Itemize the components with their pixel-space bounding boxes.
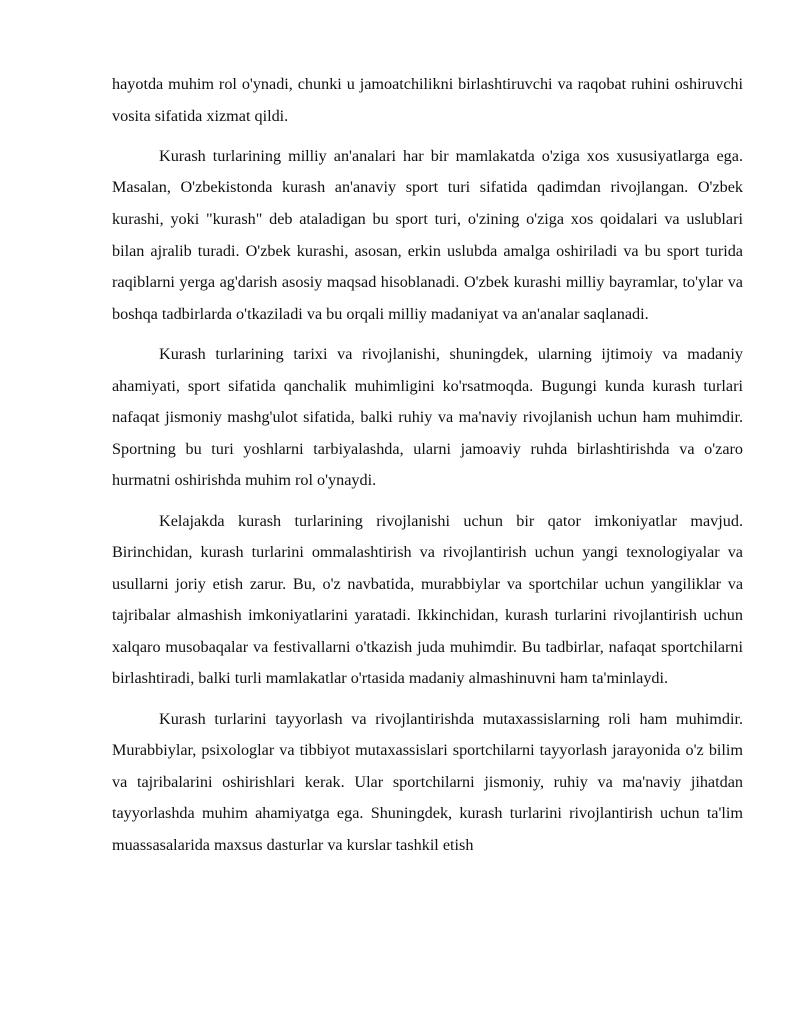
paragraph-future-development: Kelajakda kurash turlarining rivojlanishi uchun bir qator imkoniyatlar mavjud. Birinchidan, kurash turlarini ommalashtirish va rivojlantirish uchun yangi texnologiyalar va usullarni joriy etish zarur. Bu, o'z navbatida, murabbiylar va sportchilar uchun yangiliklar va tajribalar almashish imkoniyatlarini yaratadi. Ikkinchidan, kurash turlarini rivojlantirish uchun xalqaro musobaqalar va festivallarni o'tkazish juda muhimdir. Bu tadbirlar, nafaqat sportchilarni birlashtiradi, balki turli mamlakatlar o'rtasida madaniy almashinuvni ham ta'minlaydi. [112, 511, 743, 688]
paragraph-specialists-role: Kurash turlarini tayyorlash va rivojlantirishda mutaxassislarning roli ham muhimdir. Murabbiylar, psixologlar va tibbiyot mutaxassislari sportchilarni tayyorlash jarayonida o'z bilim va tajribalarini oshirishlari kerak. Ular sportchilarni jismoniy, ruhiy va ma'naviy jihatdan tayyorlashda muhim ahamiyatga ega. Shuningdek, kurash turlarini rivojlantirish uchun ta'lim muassasalarida maxsus dasturlar va kurslar tashkil etish [112, 709, 743, 855]
paragraph-national-traditions: Kurash turlarining milliy an'analari har bir mamlakatda o'ziga xos xususiyatlarga ega. Masalan, O'zbekistonda kurash an'anaviy sport turi sifatida qadimdan rivojlangan. O'zbek kurashi, yoki "kurash" deb ataladigan bu sport turi, o'zining o'ziga xos qoidalari va uslublari bilan ajralib turadi. O'zbek kurashi, asosan, erkin uslubda amalga oshiriladi va bu sport turida raqiblarni yerga ag'darish asosiy maqsad hisoblanadi. O'zbek kurashi milliy bayramlar, to'ylar va boshqa tadbirlarda o'tkaziladi va bu orqali milliy madaniyat va an'analar saqlanadi. [112, 146, 743, 323]
paragraph-continuation: hayotda muhim rol o'ynadi, chunki u jamoatchilikni birlashtiruvchi va raqobat ruhini oshiruvchi vosita sifatida xizmat qildi. [112, 75, 743, 125]
document-page [112, 69, 743, 870]
paragraph-history-significance: Kurash turlarining tarixi va rivojlanishi, shuningdek, ularning ijtimoiy va madaniy ahamiyati, sport sifatida qanchalik muhimligini ko'rsatmoqda. Bugungi kunda kurash turlari nafaqat jismoniy mashg'ulot sifatida, balki ruhiy va ma'naviy rivojlanish uchun ham muhimdir. Sportning bu turi yoshlarni tarbiyalashda, ularni jamoaviy ruhda birlashtirishda va o'zaro hurmatni oshirishda muhim rol o'ynaydi. [112, 344, 743, 490]
